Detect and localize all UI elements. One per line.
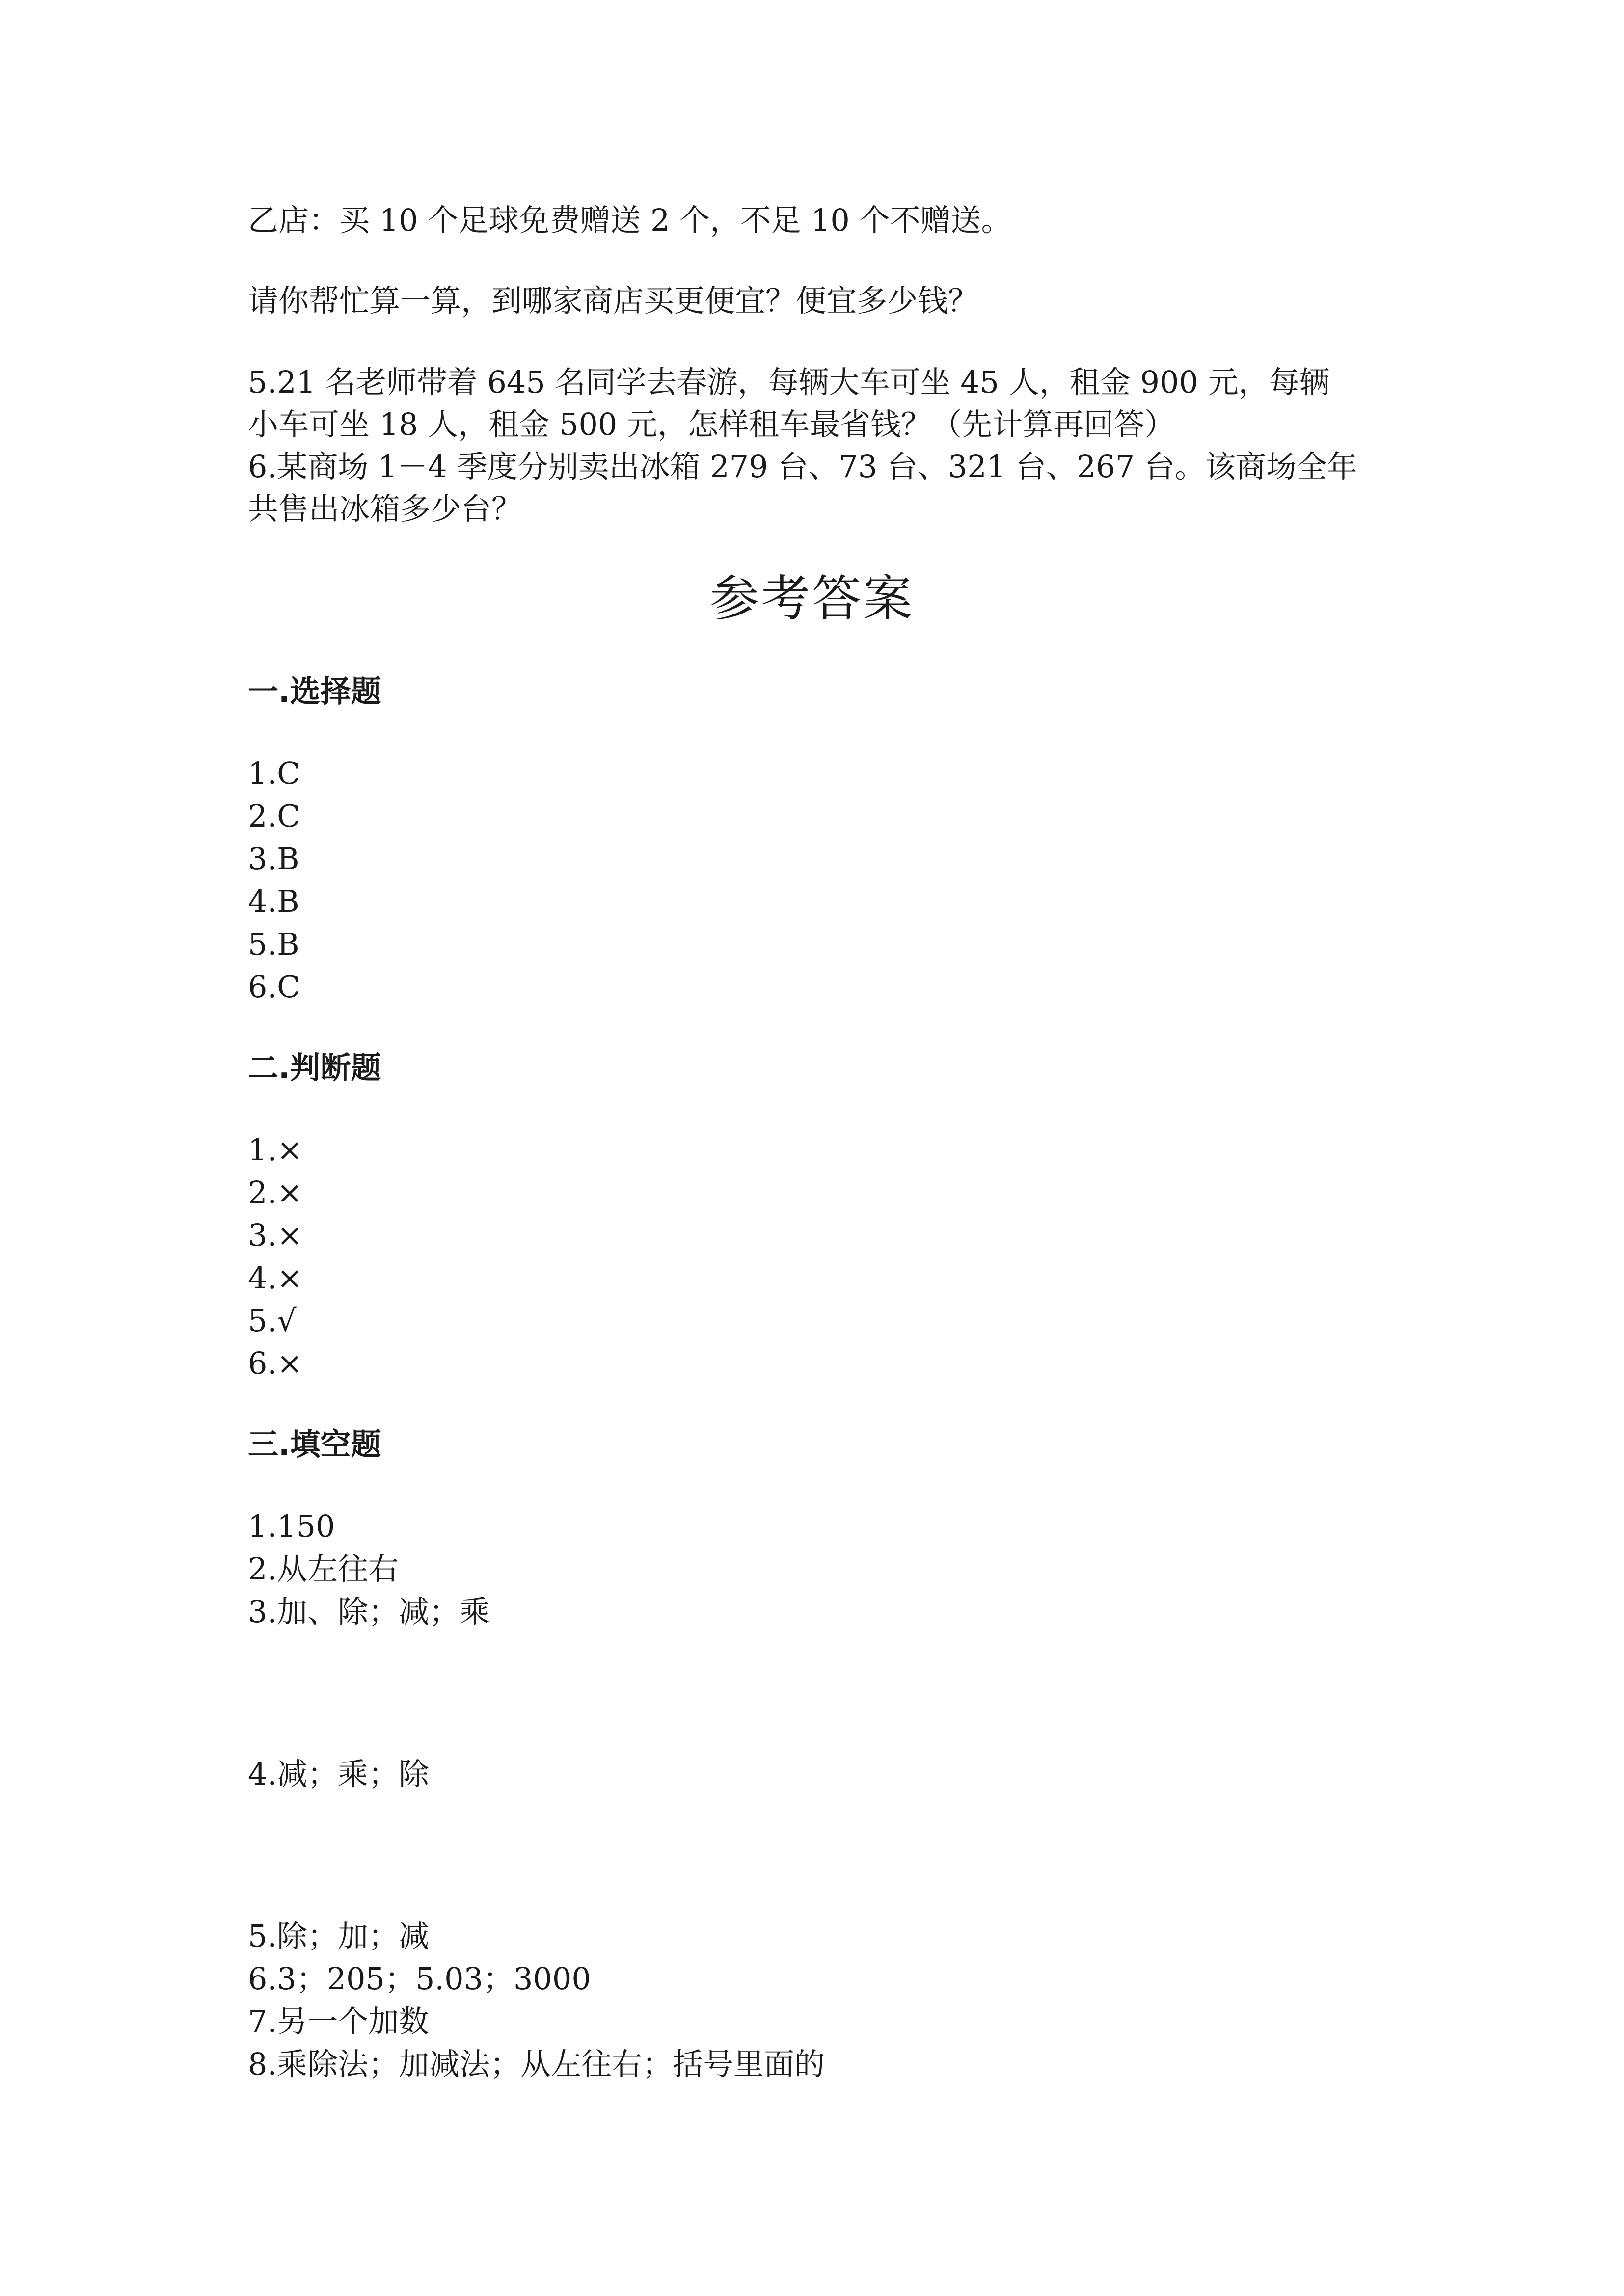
judge-answer-3: 3.× [248,1217,303,1253]
judge-answer-4: 4.× [248,1260,303,1296]
fill-answer-4: 4.减；乘；除 [248,1756,430,1792]
fill-answer-1: 1.150 [248,1508,335,1544]
fill-answer-3: 3.加、除；减；乘 [248,1594,490,1629]
fill-answer-5: 5.除；加；减 [248,1918,430,1954]
fill-answer-6: 6.3；205；5.03；3000 [248,1961,591,1997]
question-6-line-2: 共售出冰箱多少台？ [248,491,522,527]
question-6-line-1: 6.某商场 1－4 季度分别卖出冰箱 279 台、73 台、321 台、267 台。该商场全年 [248,449,1357,484]
section-heading-judge: 二.判断题 [248,1050,381,1086]
judge-answer-5: 5.√ [248,1303,297,1338]
answers-title: 参考答案 [710,570,914,627]
choice-answer-1: 1.C [248,755,300,791]
question-4-store-b: 乙店：买 10 个足球免费赠送 2 个，不足 10 个不赠送。 [248,202,1012,238]
judge-answer-6: 6.× [248,1345,303,1381]
choice-answer-3: 3.B [248,841,299,877]
choice-answer-4: 4.B [248,883,299,919]
fill-answer-8: 8.乘除法；加减法；从左往右；括号里面的 [248,2046,825,2082]
question-5-line-1: 5.21 名老师带着 645 名同学去春游，每辆大车可坐 45 人，租金 900 元，每辆 [248,364,1330,400]
choice-answer-5: 5.B [248,926,299,962]
fill-answer-2: 2.从左往右 [248,1551,399,1587]
question-4-prompt: 请你帮忙算一算，到哪家商店买更便宜？便宜多少钱？ [248,283,979,319]
section-heading-choice: 一.选择题 [248,673,381,709]
choice-answer-6: 6.C [248,969,300,1005]
judge-answer-2: 2.× [248,1175,303,1210]
question-5-line-2: 小车可坐 18 人，租金 500 元，怎样租车最省钱？（先计算再回答） [248,406,1175,442]
judge-answer-1: 1.× [248,1132,303,1168]
fill-answer-7: 7.另一个加数 [248,2003,430,2039]
choice-answer-2: 2.C [248,798,300,834]
section-heading-fill: 三.填空题 [248,1426,381,1462]
